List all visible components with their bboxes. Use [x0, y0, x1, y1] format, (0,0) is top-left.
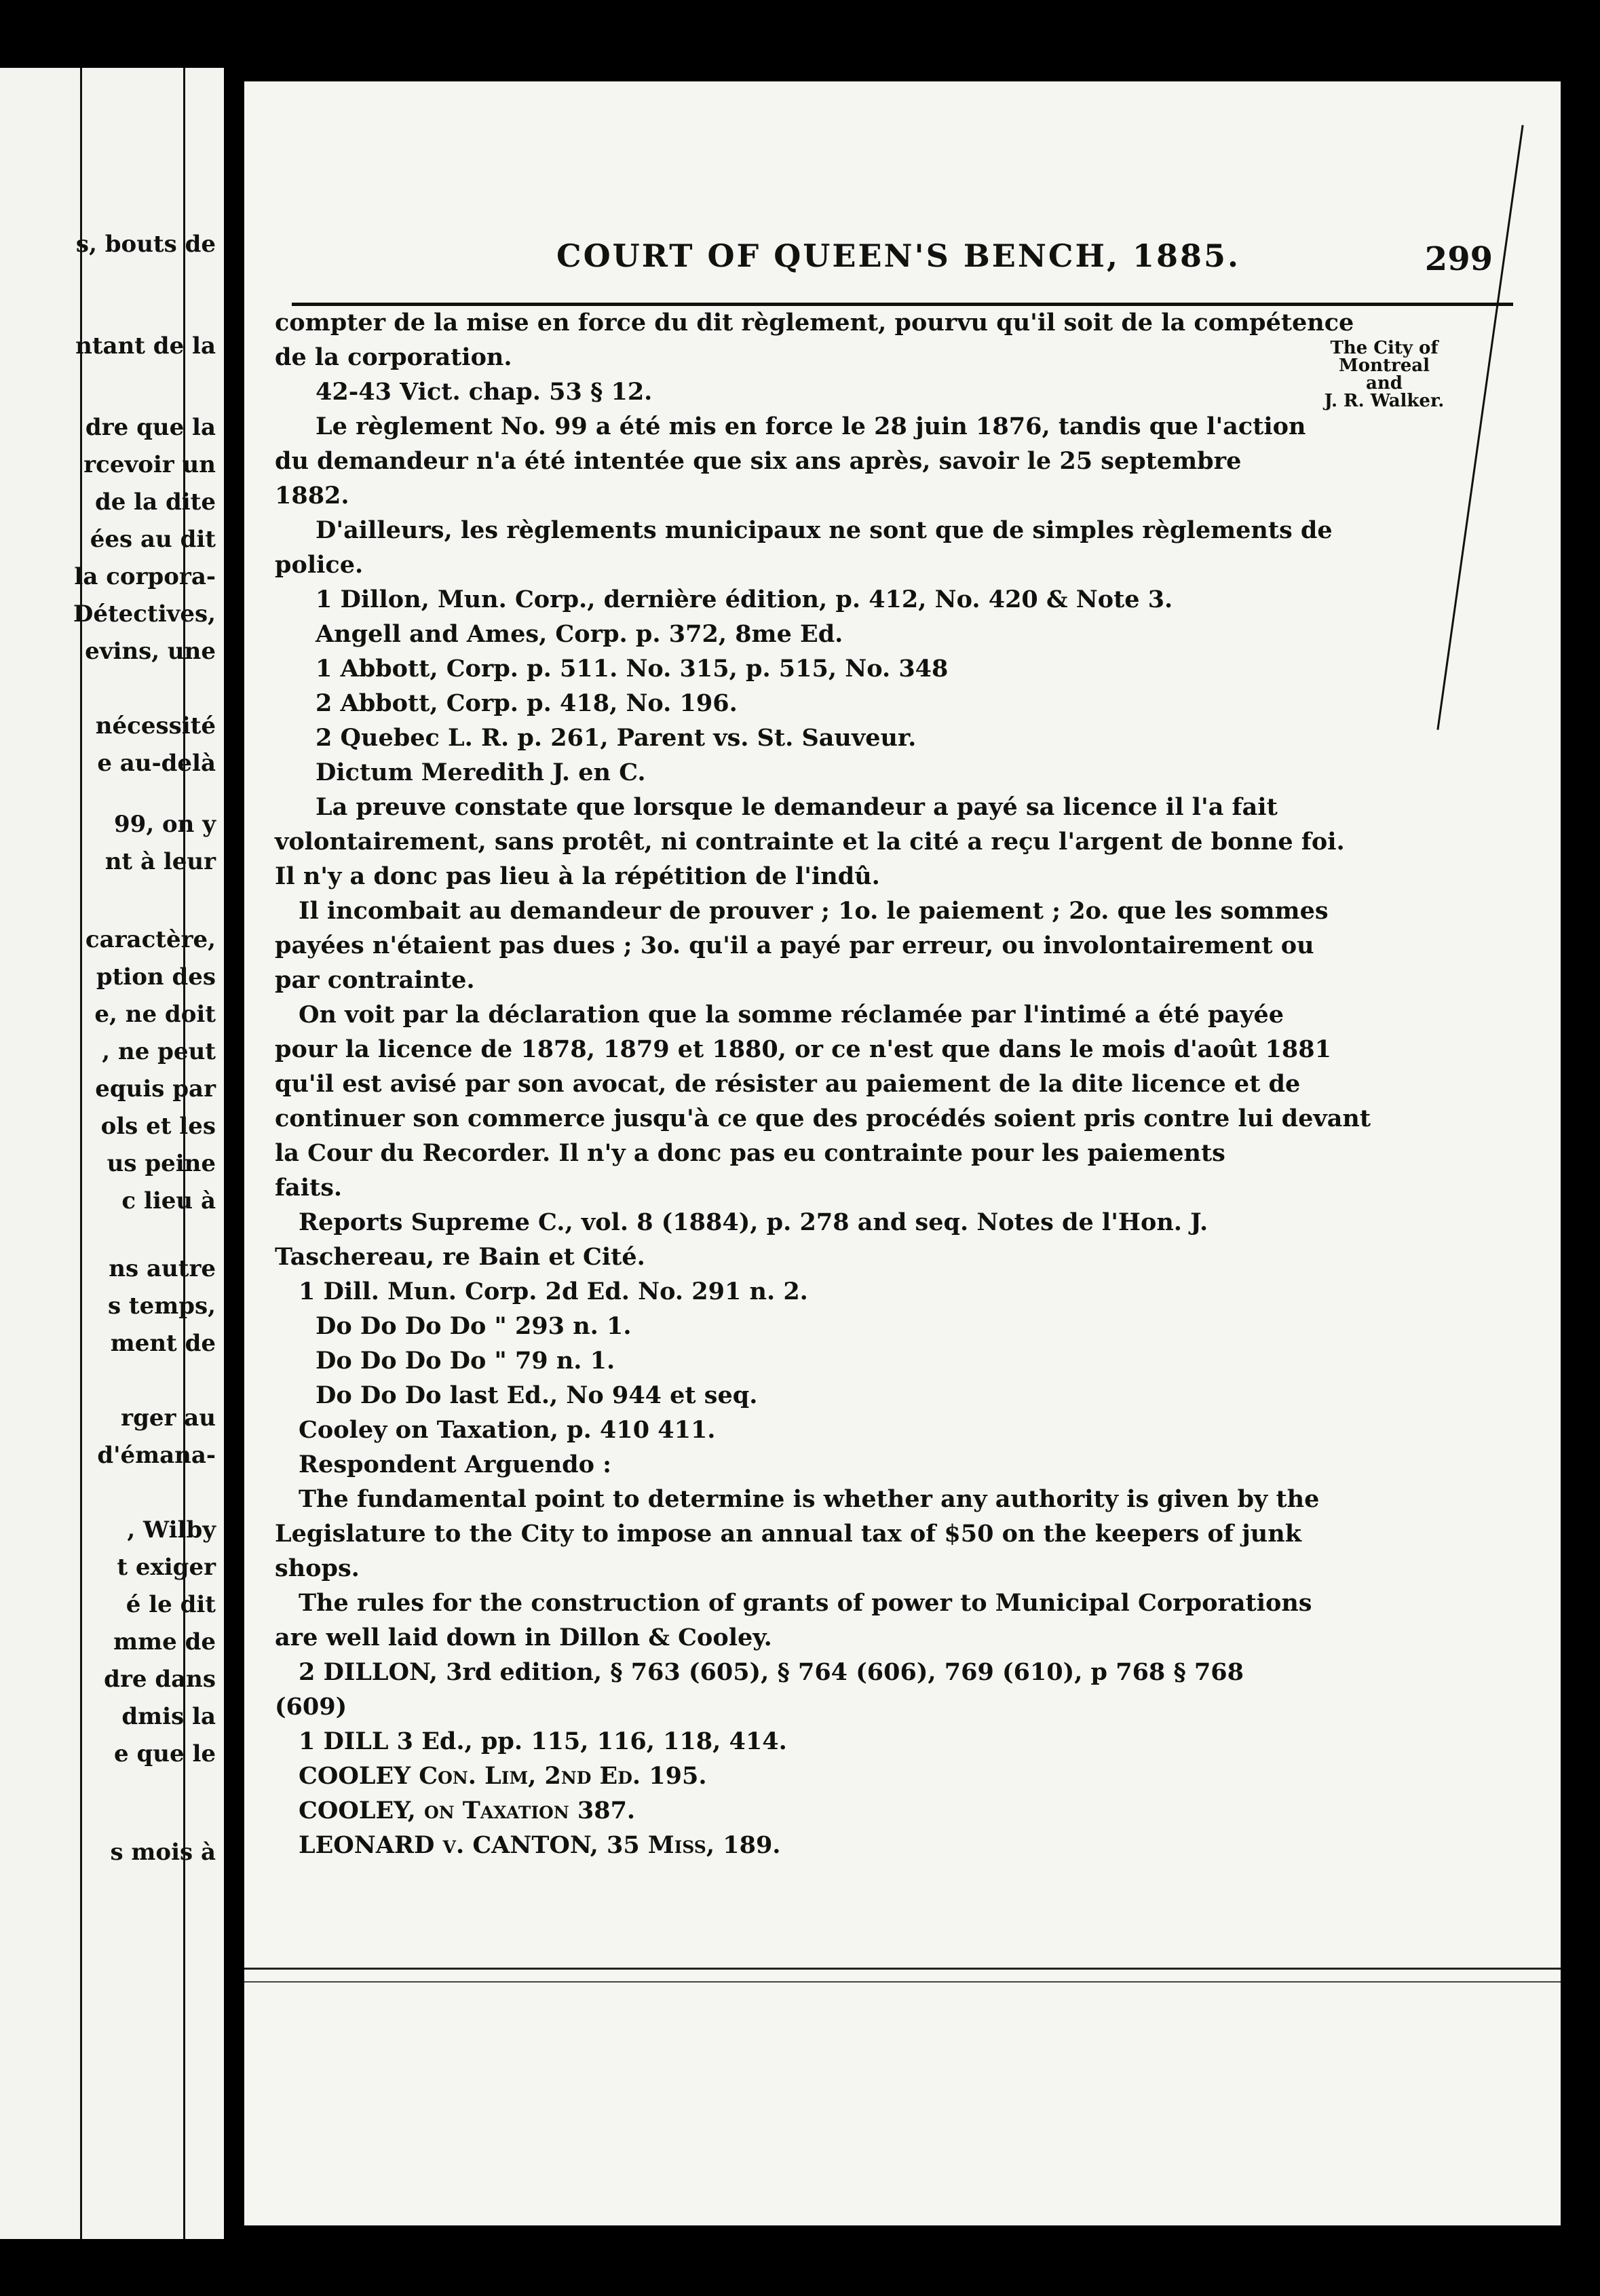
left-page-text-fragment: caractère,	[85, 926, 216, 953]
page-header	[285, 237, 1520, 285]
text-line: Do Do Do Do " 293 n. 1.	[316, 1312, 632, 1340]
left-page-text-fragment: evins, une	[85, 638, 216, 665]
text-line: continuer son commerce jusqu'à ce que des procédés soient pris contre lui devant	[275, 1105, 1371, 1132]
text-line: La preuve constate que lorsque le demandeur a payé sa licence il l'a fait	[316, 793, 1278, 821]
text-line: D'ailleurs, les règlements municipaux ne sont que de simples règlements de	[316, 516, 1333, 544]
text-line: 1 Dillon, Mun. Corp., dernière édition, p. 412, No. 420 & Note 3.	[316, 586, 1173, 613]
left-page-text-fragment: rcevoir un	[83, 451, 216, 478]
left-page-text-fragment: ées au dit	[90, 526, 216, 553]
text-line: Taschereau, re Bain et Cité.	[275, 1243, 645, 1271]
text-line: LEONARD v. CANTON, 35 Miss, 189.	[299, 1831, 781, 1859]
left-page-text-fragment: c lieu à	[121, 1187, 216, 1214]
left-page-text-fragment: dre que la	[85, 414, 216, 441]
text-line: Le règlement No. 99 a été mis en force le 28 juin 1876, tandis que l'action	[316, 413, 1306, 440]
left-page-text-fragment: rger au	[121, 1404, 216, 1432]
text-line: compter de la mise en force du dit règlement, pourvu qu'il soit de la compétence	[275, 309, 1354, 337]
text-line: (609)	[275, 1693, 347, 1721]
text-line: Angell and Ames, Corp. p. 372, 8me Ed.	[316, 620, 843, 648]
text-line: Do Do Do last Ed., No 944 et seq.	[316, 1381, 758, 1409]
margin-note-line: The City of	[1330, 338, 1439, 358]
text-line: 1882.	[275, 482, 349, 510]
text-line: la Cour du Recorder. Il n'y a donc pas eu contrainte pour les paiements	[275, 1139, 1225, 1167]
text-line: Cooley on Taxation, p. 410 411.	[299, 1416, 716, 1444]
scan-line-left-1	[80, 68, 82, 2239]
text-line: The fundamental point to determine is whether any authority is given by the	[299, 1485, 1320, 1513]
text-line: 1 Dill. Mun. Corp. 2d Ed. No. 291 n. 2.	[299, 1278, 808, 1305]
text-line: Respondent Arguendo :	[299, 1451, 612, 1478]
text-line: police.	[275, 551, 364, 579]
left-page-text-fragment: , ne peut	[102, 1038, 216, 1065]
scan-scratch	[1436, 125, 1523, 730]
left-page-text-fragment: s, bouts de	[75, 231, 216, 258]
left-page-text-fragment: ns autre	[109, 1255, 216, 1282]
left-page-text-fragment: la corpora-	[74, 563, 216, 590]
left-page-text-fragment: e que le	[114, 1740, 216, 1767]
left-page-text-fragment: mme de	[113, 1628, 216, 1656]
text-line: Do Do Do Do " 79 n. 1.	[316, 1347, 615, 1375]
text-line: 42-43 Vict. chap. 53 § 12.	[316, 378, 653, 406]
text-line: Legislature to the City to impose an annual tax of $50 on the keepers of junk	[275, 1520, 1301, 1548]
text-line: qu'il est avisé par son avocat, de résister au paiement de la dite licence et de	[275, 1070, 1301, 1098]
document-page	[244, 81, 1561, 2225]
text-line: The rules for the construction of grants of power to Municipal Corporations	[299, 1589, 1312, 1617]
text-line: 1 DILL 3 Ed., pp. 115, 116, 118, 414.	[299, 1727, 787, 1755]
text-line: 1 Abbott, Corp. p. 511. No. 315, p. 515, No. 348	[316, 655, 949, 683]
page-body	[275, 305, 1371, 1862]
page-bottom-rule	[244, 1968, 1561, 1970]
text-line: COOLEY, on Taxation 387.	[299, 1797, 636, 1824]
left-page-text-fragment: us peine	[107, 1150, 216, 1177]
left-page-text-fragment: s temps,	[107, 1293, 216, 1320]
text-line: 2 Quebec L. R. p. 261, Parent vs. St. Sauveur.	[316, 724, 917, 752]
text-line: 2 Abbott, Corp. p. 418, No. 196.	[316, 689, 738, 717]
left-page-text-fragment: e au-delà	[97, 750, 216, 777]
text-line: COOLEY Con. Lim, 2nd Ed. 195.	[299, 1762, 707, 1790]
text-line: Reports Supreme C., vol. 8 (1884), p. 278 and seq. Notes de l'Hon. J.	[299, 1208, 1208, 1236]
left-page-text-fragment: ment de	[110, 1330, 216, 1357]
left-page-text-fragment: t exiger	[117, 1554, 216, 1581]
page-bottom-rule	[244, 1981, 1561, 1983]
text-line: are well laid down in Dillon & Cooley.	[275, 1624, 772, 1651]
left-page-text-fragment: e, ne doit	[94, 1001, 216, 1028]
text-line: Dictum Meredith J. en C.	[316, 759, 646, 786]
left-page-text-fragment: , Wilby	[127, 1516, 216, 1544]
text-line: par contrainte.	[275, 966, 475, 994]
margin-note-line: and	[1366, 373, 1403, 394]
left-page-text-fragment: s mois à	[110, 1839, 216, 1866]
left-page-text-fragment: ols et les	[100, 1113, 216, 1140]
text-line: pour la licence de 1878, 1879 et 1880, or ce n'est que dans le mois d'août 1881	[275, 1035, 1331, 1063]
left-page-text-fragment: Détectives,	[73, 600, 216, 628]
left-page-text-fragment: nt à leur	[104, 848, 216, 875]
margin-note	[1276, 339, 1493, 410]
left-page-text-fragment: equis par	[95, 1075, 216, 1103]
page-number: 299	[1424, 240, 1493, 278]
margin-note-line: J. R. Walker.	[1324, 391, 1445, 411]
text-line: 2 DILLON, 3rd edition, § 763 (605), § 764 (606), 769 (610), p 768 § 768	[299, 1658, 1244, 1686]
left-page-text-fragment: nécessité	[95, 712, 216, 740]
left-page-fragment	[0, 68, 224, 2239]
left-page-text-fragment: ption des	[96, 963, 216, 991]
left-page-text-fragment: ntant de la	[75, 332, 216, 360]
text-line: Il incombait au demandeur de prouver ; 1o. le paiement ; 2o. que les sommes	[299, 897, 1329, 925]
text-line: de la corporation.	[275, 343, 512, 371]
text-line: shops.	[275, 1554, 360, 1582]
left-page-text-fragment: é le dit	[126, 1591, 216, 1618]
running-head: COURT OF QUEEN'S BENCH, 1885.	[556, 237, 1241, 274]
margin-note-line: Montreal	[1339, 356, 1430, 376]
text-line: On voit par la déclaration que la somme réclamée par l'intimé a été payée	[299, 1001, 1284, 1029]
text-line: du demandeur n'a été intentée que six ans après, savoir le 25 septembre	[275, 447, 1242, 475]
text-line: payées n'étaient pas dues ; 3o. qu'il a payé par erreur, ou involontairement ou	[275, 932, 1314, 959]
left-page-text-fragment: 99, on y	[114, 811, 216, 838]
text-line: faits.	[275, 1174, 343, 1202]
left-page-text-fragment: dmis la	[121, 1703, 216, 1730]
text-line: Il n'y a donc pas lieu à la répétition de l'indû.	[275, 862, 880, 890]
text-line: volontairement, sans protêt, ni contrainte et la cité a reçu l'argent de bonne foi.	[275, 828, 1345, 856]
left-page-text-fragment: dre dans	[104, 1666, 216, 1693]
left-page-text-fragment: de la dite	[94, 489, 216, 516]
left-page-text-fragment: d'émana-	[97, 1442, 216, 1469]
